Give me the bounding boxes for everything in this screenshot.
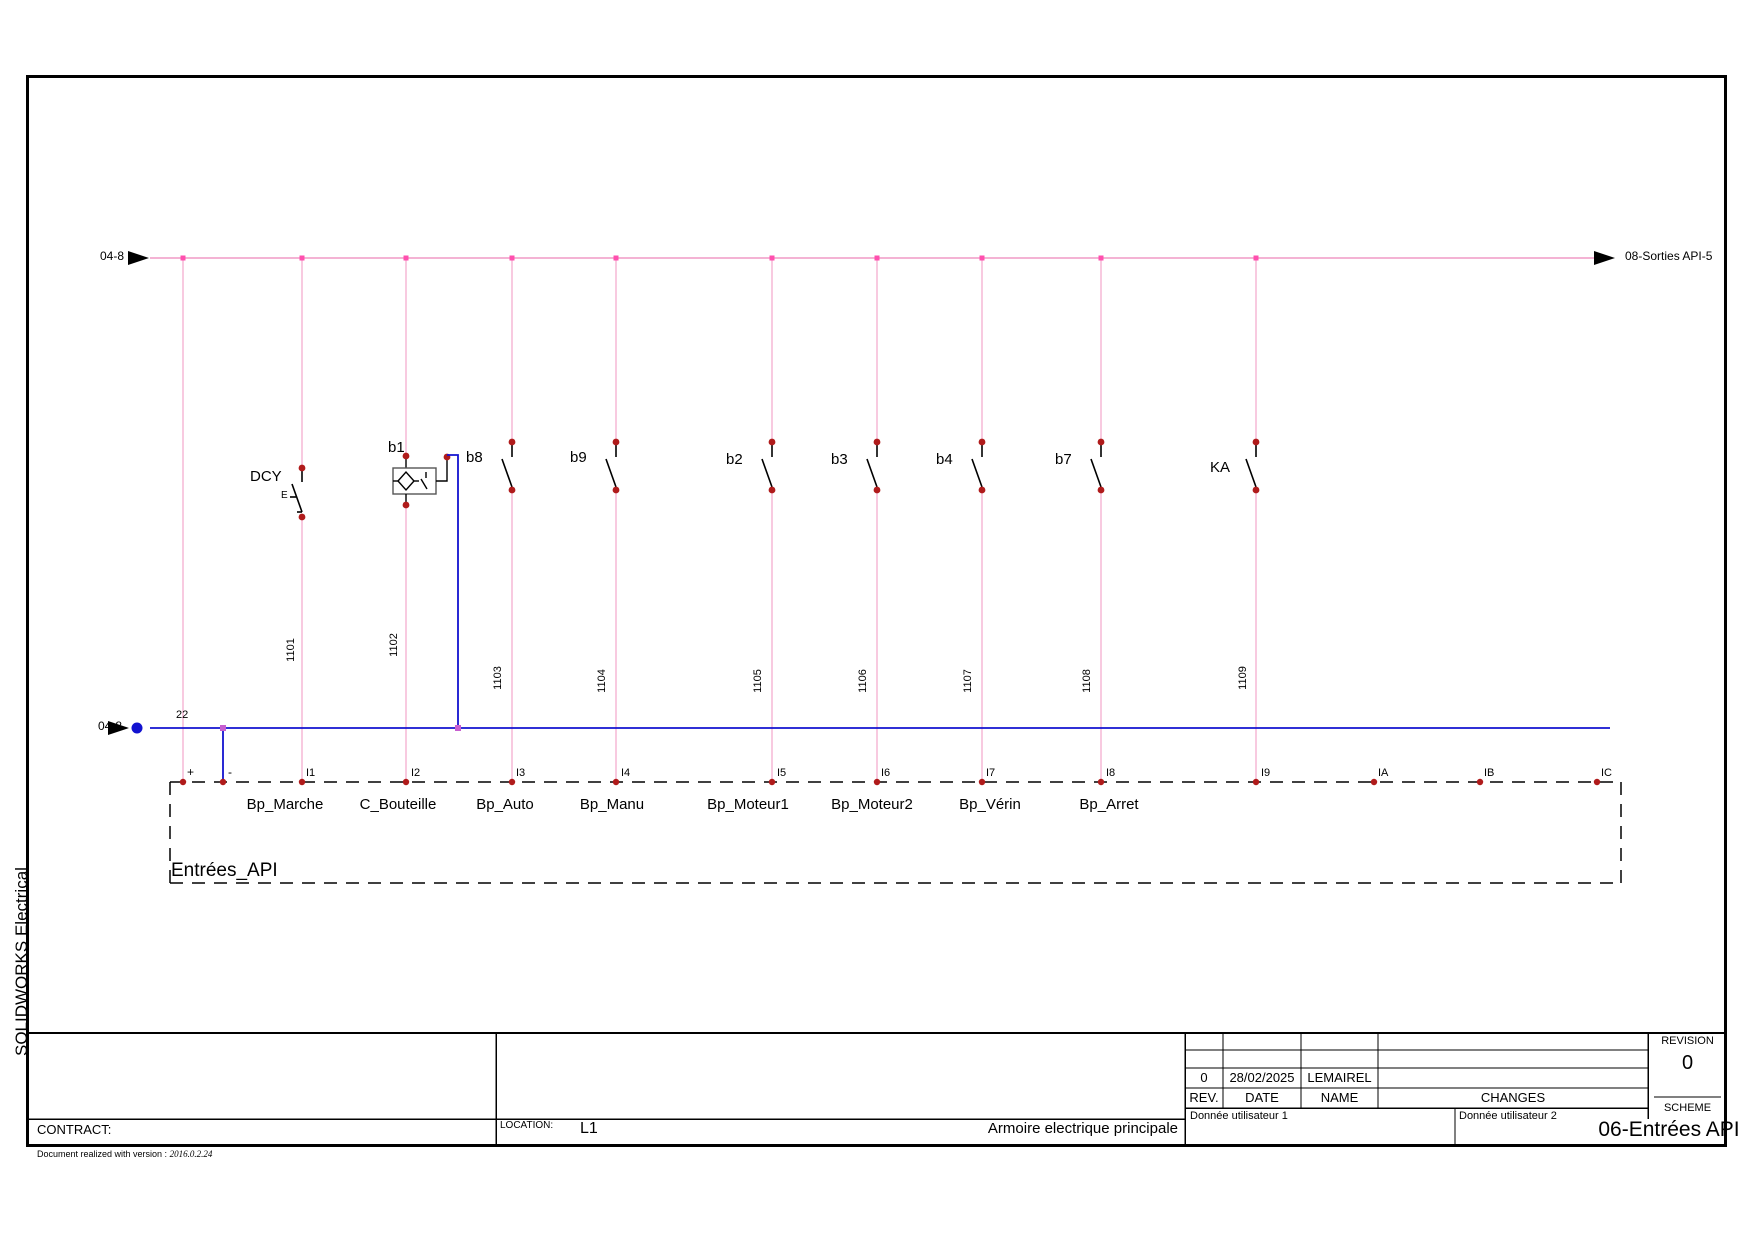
rev-value: 0 — [1200, 1070, 1208, 1085]
wire-number-1106: 1106 — [857, 669, 869, 693]
pink-drop-wires — [183, 258, 1256, 782]
top-bus-source-ref: 04-8 — [99, 249, 124, 263]
user-data-2: Donnée utilisateur 2 — [1459, 1110, 1557, 1122]
title-block-lines — [26, 1033, 1727, 1147]
revision-value: 0 — [1681, 1052, 1694, 1074]
location-value: L1 — [580, 1120, 598, 1137]
off-sheet-arrow-left-icon — [128, 251, 149, 265]
terminal-label-i6: I6 — [881, 767, 891, 779]
wire-number-1105: 1105 — [752, 669, 764, 693]
input-name-i7: Bp_Vérin — [959, 796, 1021, 813]
component-tag-b4: b4 — [936, 451, 953, 468]
terminal-label-ia: IA — [1378, 767, 1389, 779]
terminal-label-ic: IC — [1601, 767, 1612, 779]
wire-number-1104: 1104 — [596, 669, 608, 693]
input-name-i6: Bp_Moteur2 — [831, 796, 913, 813]
footer-note-text: Document realized with version : — [37, 1149, 168, 1159]
wire-number-1103: 1103 — [492, 666, 504, 690]
terminal-label-i2: I2 — [411, 767, 421, 779]
top-bus-dest-ref: 08-Sorties API-5 — [1625, 249, 1713, 263]
no-contact-symbols — [502, 442, 1256, 487]
bottom-bus-source-ref: 04-8 — [97, 719, 122, 733]
input-name-i5: Bp_Moteur1 — [707, 796, 789, 813]
wire-number-1101: 1101 — [285, 638, 297, 662]
input-name-i3: Bp_Auto — [476, 796, 534, 813]
scheme-name: 06-Entrées API — [1598, 1118, 1740, 1141]
rev-author: LEMAIREL — [1307, 1070, 1372, 1085]
footer-version-note — [37, 1150, 212, 1160]
input-name-i8: Bp_Arret — [1079, 796, 1139, 813]
component-tag-ka: KA — [1210, 459, 1231, 476]
wire-number-1102: 1102 — [388, 633, 400, 657]
bottom-bus-wire — [150, 455, 1610, 782]
terminal-label-i9: I9 — [1261, 767, 1271, 779]
bottom-bus-wire-number: 22 — [176, 709, 189, 721]
wire-number-1108: 1108 — [1081, 669, 1093, 693]
component-tag-b8: b8 — [466, 449, 483, 466]
rev-date: 28/02/2025 — [1229, 1070, 1295, 1085]
changes-header: CHANGES — [1480, 1090, 1546, 1105]
component-tag-b3: b3 — [831, 451, 848, 468]
terminal-label-i7: I7 — [986, 767, 996, 779]
revision-label: REVISION — [1661, 1035, 1714, 1047]
off-sheet-arrow-right-icon — [1594, 251, 1615, 265]
terminal-label-i8: I8 — [1106, 767, 1116, 779]
input-name-i2: C_Bouteille — [359, 796, 437, 813]
date-header: DATE — [1245, 1090, 1279, 1105]
dcy-actuator-letter: E — [281, 490, 288, 501]
bottom-bus-origin-dot — [132, 723, 143, 734]
location-label: LOCATION: — [500, 1120, 554, 1131]
dcy-contact-symbol — [290, 468, 302, 512]
terminal-label-i3: I3 — [516, 767, 526, 779]
component-tag-b9: b9 — [570, 449, 587, 466]
component-connection-dots — [299, 439, 1260, 521]
terminal-label-plus: + — [187, 765, 195, 779]
terminal-label-minus: - — [228, 765, 232, 779]
footer-version-number: 2016.0.2.24 — [169, 1149, 213, 1159]
scheme-label: SCHEME — [1663, 1102, 1712, 1114]
wire-number-1107: 1107 — [962, 669, 974, 693]
component-tag-dcy: DCY — [250, 468, 282, 485]
input-name-i4: Bp_Manu — [579, 796, 645, 813]
terminal-label-i1: I1 — [306, 767, 316, 779]
b1-sensor-symbol — [393, 456, 447, 505]
component-tag-b7: b7 — [1055, 451, 1072, 468]
terminal-label-i4: I4 — [621, 767, 631, 779]
terminal-label-ib: IB — [1484, 767, 1495, 779]
app-watermark: SOLIDWORKS Electrical — [12, 867, 31, 1056]
component-tag-b2: b2 — [726, 451, 743, 468]
name-header: NAME — [1320, 1090, 1359, 1105]
installation-name: Armoire electrique principale — [987, 1120, 1178, 1137]
rev-header: REV. — [1189, 1090, 1219, 1105]
user-data-1: Donnée utilisateur 1 — [1190, 1110, 1288, 1122]
input-name-i1: Bp_Marche — [246, 796, 324, 813]
contract-label: CONTRACT: — [37, 1122, 112, 1137]
plc-box-name: Entrées_API — [171, 860, 278, 881]
wire-number-1109: 1109 — [1237, 666, 1249, 690]
terminal-label-i5: I5 — [777, 767, 787, 779]
component-tag-b1: b1 — [388, 439, 405, 456]
